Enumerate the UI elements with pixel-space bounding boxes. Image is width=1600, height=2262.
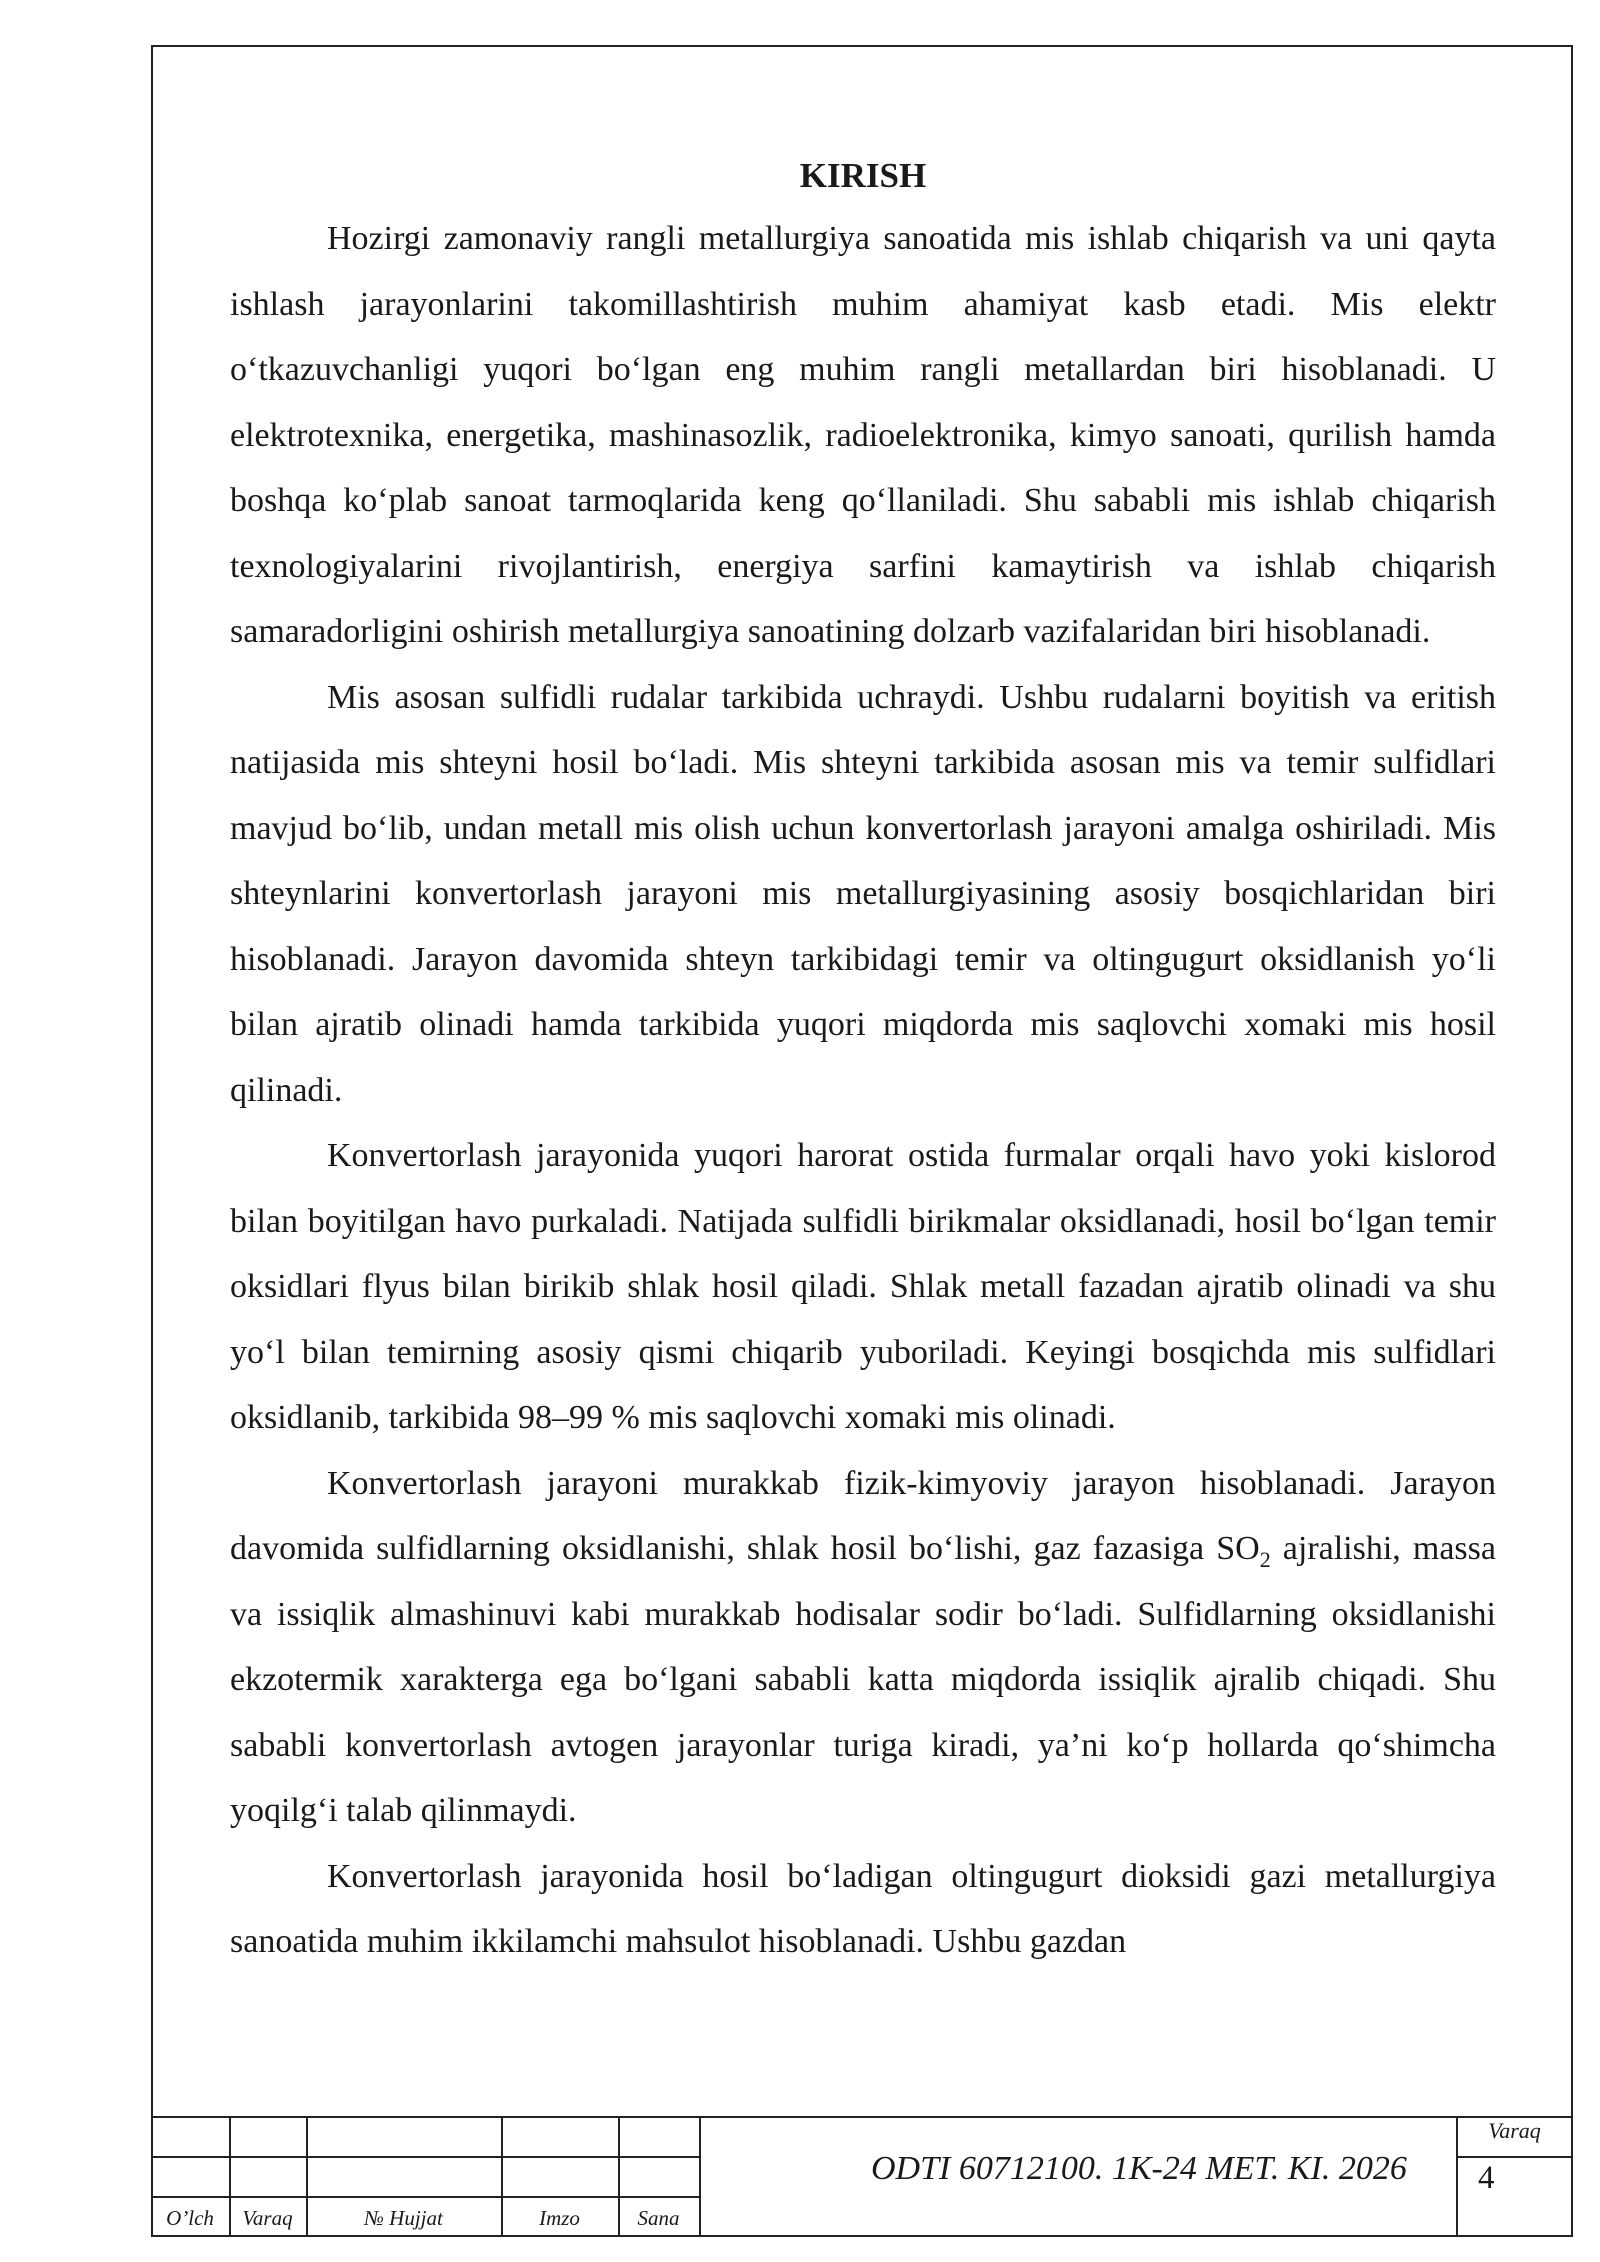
sheet-number: 4 [1478, 2160, 1495, 2196]
paragraph-4 [230, 1451, 1496, 1844]
stamp-label-hujjat: № Hujjat [364, 2206, 443, 2230]
document-code: ODTI 60712100. 1K-24 MET. KI. 2026 [871, 2150, 1407, 2187]
paragraph-3: Konvertorlash jarayonida yuqori harorat ostida furmalar orqali havo yoki kislorod bilan boyitilgan havo purkaladi. Natijada sulfidli birikmalar oksidlanadi, hosil bo‘lgan temir oksidlari flyus bilan birikib shlak hosil qiladi. Shlak metall fazadan ajratib olinadi va shu yo‘l bilan temirning asosiy qismi chiqarib yuboriladi. Keyingi bosqichda mis sulfidlari oksidlanib, tarkibida 98–99 % mis saqlovchi xomaki mis olinadi. [230, 1137, 1496, 1436]
so2-subscript: 2 [1259, 1546, 1271, 1572]
stamp-label-varaq: Varaq [242, 2206, 293, 2230]
stamp-top-line [151, 2116, 1573, 2118]
paragraph-5: Konvertorlash jarayonida hosil bo‘ladigan oltingugurt dioksidi gazi metallurgiya sanoatida muhim ikkilamchi mahsulot hisoblanadi. Ushbu gazdan [230, 1857, 1496, 1960]
paragraph-4-text-a: Konvertorlash jarayoni murakkab fizik-kimyoviy jarayon hisoblanadi. Jarayon davomida sulfidlarning oksidlanishi, shlak hosil bo‘lishi, gaz fazasiga SO [230, 1464, 1496, 1567]
stamp-label-sana: Sana [637, 2206, 680, 2230]
stamp-row-line-2 [151, 2196, 699, 2198]
title-block-stamp [151, 2116, 1573, 2237]
paragraph-4-text-b: ajralishi, massa va issiqlik almashinuvi kabi murakkab hodisalar sodir bo‘ladi. Sulfidlarning oksidlanishi ekzotermik xarakterga ega bo‘lgani sababli katta miqdorda issiqlik ajralib chiqadi. Shu sababli konvertorlash avtogen jarayonlar turiga kiradi, ya’ni ko‘p hollarda qo‘shimcha yoqilg‘i talab qilinmaydi. [230, 1530, 1496, 1829]
section-heading: KIRISH [799, 156, 927, 195]
sheet-label: Varaq [1488, 2118, 1541, 2143]
stamp-label-imzo: Imzo [539, 2206, 580, 2230]
paragraph-1: Hozirgi zamonaviy rangli metallurgiya sanoatida mis ishlab chiqarish va uni qayta ishlash jarayonlarini takomillashtirish muhim ahamiyat kasb etadi. Mis elektr o‘tkazuvchanligi yuqori bo‘lgan eng muhim rangli metallardan biri hisoblanadi. U elektrotexnika, energetika, mashinasozlik, radioelektronika, kimyo sanoati, qurilish hamda boshqa ko‘plab sanoat tarmoqlarida keng qo‘llaniladi. Shu sababli mis ishlab chiqarish texnologiyalarini rivojlantirish, energiya sarfini kamaytirish va ishlab chiqarish samaradorligini oshirish metallurgiya sanoatining dolzarb vazifalaridan biri hisoblanadi. [230, 220, 1496, 650]
document-body [230, 150, 1496, 1975]
stamp-row-line-1 [151, 2156, 699, 2158]
stamp-label-olch: O’lch [166, 2206, 214, 2230]
paragraph-2: Mis asosan sulfidli rudalar tarkibida uchraydi. Ushbu rudalarni boyitish va eritish natijasida mis shteyni hosil bo‘ladi. Mis shteyni tarkibida asosan mis va temir sulfidlari mavjud bo‘lib, undan metall mis olish uchun konvertorlash jarayoni amalga oshiriladi. Mis shteynlarini konvertorlash jarayoni mis metallurgiyasining asosiy bosqichlaridan biri hisoblanadi. Jarayon davomida shteyn tarkibidagi temir va oltingugurt oksidlanish yo‘li bilan ajratib olinadi hamda tarkibida yuqori miqdorda mis saqlovchi xomaki mis hosil qilinadi. [230, 678, 1496, 1109]
